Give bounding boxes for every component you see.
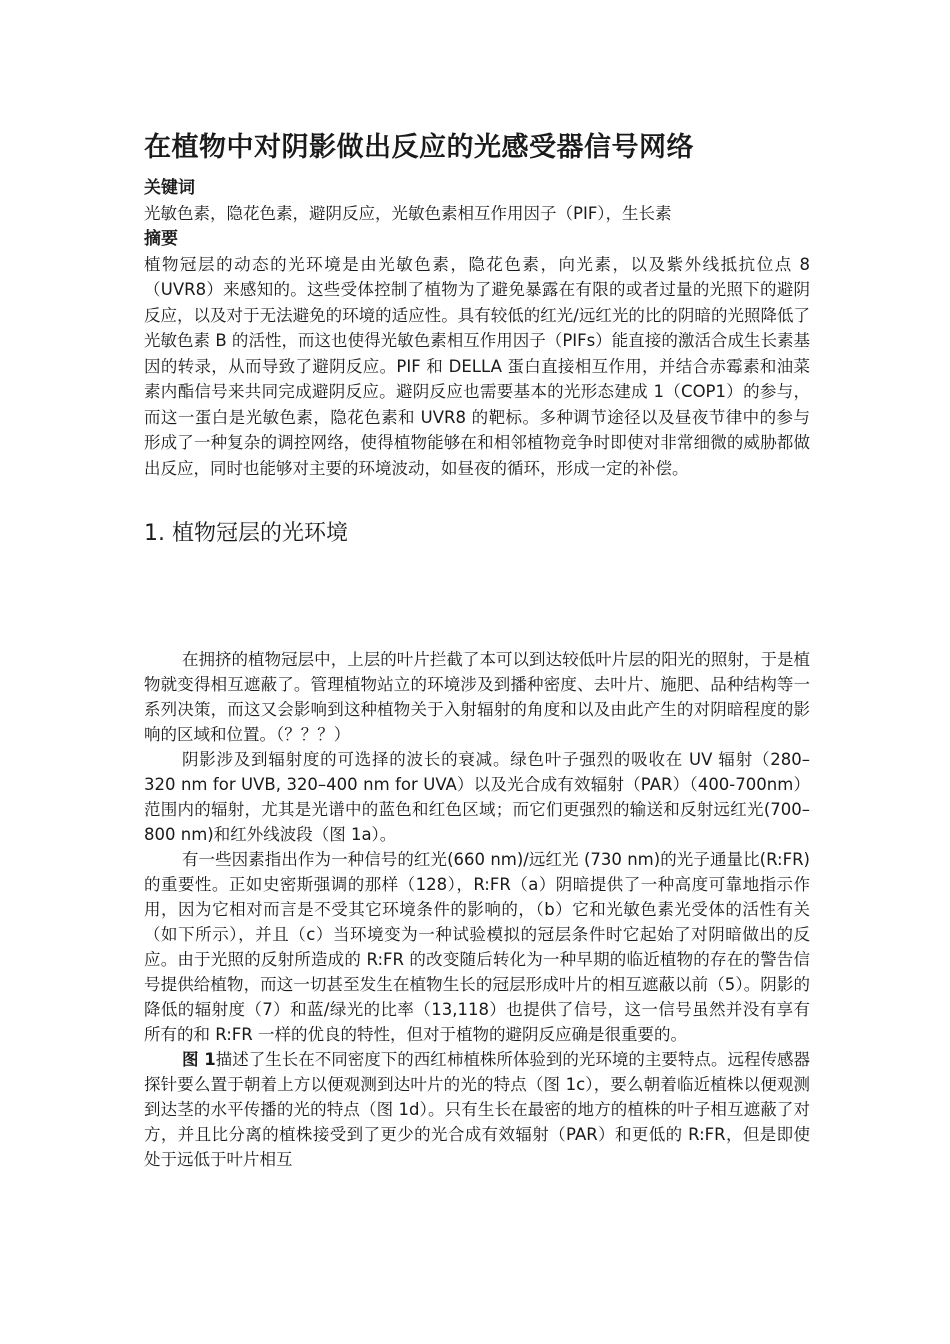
document-title: 在植物中对阴影做出反应的光感受器信号网络 xyxy=(144,132,694,163)
paragraph-4 xyxy=(144,1047,810,1172)
abstract-label: 摘要 xyxy=(144,228,178,249)
keywords-label: 关键词 xyxy=(144,178,195,198)
paragraph-4-text: 描述了生长在不同密度下的西红柿植株所体验到的光环境的主要特点。远程传感器探针要么置于朝着上方以便观测到达叶片的光的特点（图 1c），要么朝着临近植株以便观测到达茎的水平传播的光的特点（图 1d）。只有生长在最密的地方的植株的叶子相互遮蔽了对方，并且比分离的植株接受到了更少的光合成有效辐射（PAR）和更低的 R:FR，但是即使处于远低于叶片相互 xyxy=(144,1050,810,1169)
section-1-heading: 1. 植物冠层的光环境 xyxy=(144,521,348,546)
keywords-text: 光敏色素，隐花色素，避阴反应，光敏色素相互作用因子（PIF），生长素 xyxy=(144,204,672,223)
abstract-text: 植物冠层的动态的光环境是由光敏色素，隐花色素，向光素，以及紫外线抵抗位点 8（UVR8）来感知的。这些受体控制了植物为了避免暴露在有限的或者过量的光照下的避阴反应，以及对于无法避免的环境的适应性。具有较低的红光/远红光的比的阴暗的光照降低了光敏色素 B 的活性，而这也使得光敏色素相互作用因子（PIFs）能直接的激活合成生长素基因的转录，从而导致了避阴反应。PIF 和 DELLA 蛋白直接相互作用，并结合赤霉素和油菜素内酯信号来共同完成避阴反应。避阴反应也需要基本的光形态建成 1（COP1）的参与，而这一蛋白是光敏色素，隐花色素和 UVR8 的靶标。多种调节途径以及昼夜节律中的参与形成了一种复杂的调控网络，使得植物能够在和相邻植物竞争时即使对非常细微的威胁都做出反应，同时也能够对主要的环境波动，如昼夜的循环，形成一定的补偿。 xyxy=(144,254,810,478)
figure-1-reference: 图 1 xyxy=(181,1050,216,1069)
paragraph-3: 有一些因素指出作为一种信号的红光(660 nm)/远红光 (730 nm)的光子通量比(R:FR)的重要性。正如史密斯强调的那样（128），R:FR（a）阴暗提供了一种高度可靠地指示作用，因为它相对而言是不受其它环境条件的影响的，（b）它和光敏色素光受体的活性有关（如下所示），并且（c）当环境变为一种试验模拟的冠层条件时它起始了对阴暗做出的反应。由于光照的反射所造成的 R:FR 的改变随后转化为一种早期的临近植物的存在的警告信号提供给植物，而这一切甚至发生在植物生长的冠层形成叶片的相互遮蔽以前（5）。阴影的降低的辐射度（7）和蓝/绿光的比率（13,118）也提供了信号，这一信号虽然并没有享有所有的和 R:FR 一样的优良的特性，但对于植物的避阴反应确是很重要的。 xyxy=(144,850,810,1044)
section-spacer xyxy=(144,551,810,647)
paragraph-2: 阴影涉及到辐射度的可选择的波长的衰减。绿色叶子强烈的吸收在 UV 辐射（280–320 nm for UVB, 320–400 nm for UVA）以及光合成有效辐射（PAR）（400-700nm）范围内的辐射，尤其是光谱中的蓝色和红色区域；而它们更强烈的输送和反射远红光(700–800 nm)和红外线波段（图 1a）。 xyxy=(144,750,810,844)
paragraph-1: 在拥挤的植物冠层中，上层的叶片拦截了本可以到达较低叶片层的阳光的照射，于是植物就变得相互遮蔽了。管理植物站立的环境涉及到播种密度、去叶片、施肥、品种结构等一系列决策，而这又会影响到这种植物关于入射辐射的角度和以及由此产生的对阴暗程度的影响的区域和位置。（？？？） xyxy=(144,650,810,744)
